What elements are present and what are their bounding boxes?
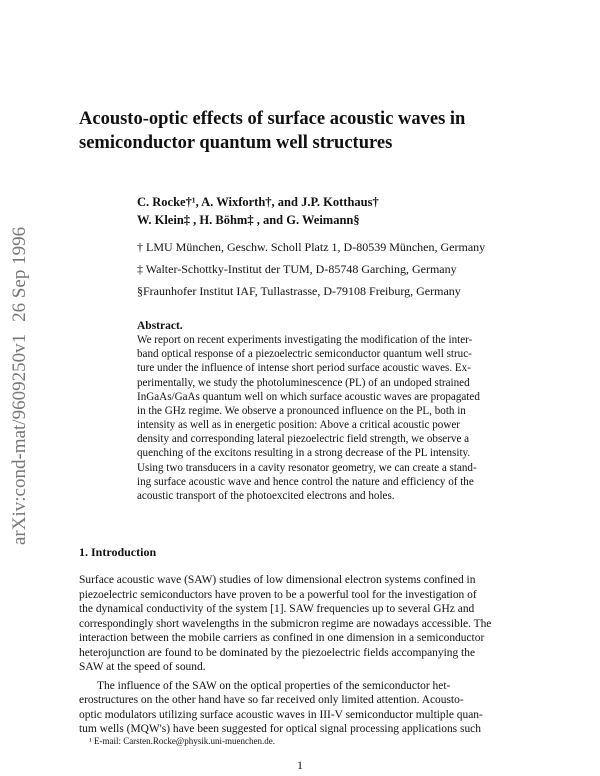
arxiv-date: 26 Sep 1996 xyxy=(9,226,30,322)
paragraph-line: tum wells (MQW's) have been suggested for optical signal processing applications such xyxy=(79,723,481,735)
abstract-line: InGaAs/GaAs quantum well on which surface acoustic waves are propagated xyxy=(137,390,480,403)
section-heading: 1. Introduction xyxy=(79,545,157,559)
paragraph-2 xyxy=(79,679,524,737)
abstract xyxy=(137,319,519,503)
affiliations xyxy=(137,236,537,302)
paragraph-line: SAW at the speed of sound. xyxy=(79,661,206,673)
paragraph-line: the dynamical conductivity of the system [1]. SAW frequencies up to several GHz and xyxy=(79,603,475,615)
abstract-line: ture under the influence of intense short period surface acoustic waves. Ex- xyxy=(137,362,471,375)
affiliation-3: §Fraunhofer Institut IAF, Tullastrasse, D-79108 Freiburg, Germany xyxy=(137,284,461,298)
section-body xyxy=(79,573,524,737)
abstract-line: quenching of the excitons resulting in a strong decrease of the PL intensity. xyxy=(137,447,471,460)
title-line-2: semiconductor quantum well structures xyxy=(79,133,393,153)
paragraph-line: The influence of the SAW on the optical properties of the semiconductor het- xyxy=(97,679,451,692)
paper-title xyxy=(79,107,539,155)
arxiv-id: arXiv:cond-mat/9609250v1 xyxy=(9,333,30,545)
page-number: 1 xyxy=(297,758,303,772)
abstract-line: intensity as well as in energetic position: Above a critical acoustic power xyxy=(137,419,460,432)
abstract-line: ing surface acoustic wave and hence control the nature and efficiency of the xyxy=(137,475,474,488)
authors-line-2: W. Klein‡ , H. Böhm‡ , and G. Weimann§ xyxy=(137,213,360,227)
abstract-line: perimentally, we study the photoluminescence (PL) of an undoped strained xyxy=(137,376,470,389)
abstract-line: band optical response of a piezoelectric semiconductor quantum well struc- xyxy=(137,348,472,361)
paragraph-line: erostructures on the other hand have so far received only limited attention. Acousto- xyxy=(79,694,464,706)
abstract-line: density and corresponding lateral piezoelectric field strength, we observe a xyxy=(137,433,470,446)
abstract-heading: Abstract. xyxy=(137,320,183,332)
arxiv-stamp-text xyxy=(9,227,30,545)
paragraph-line: optic modulators utilizing surface acoustic waves in III-V semiconductor multiple quan- xyxy=(79,708,483,721)
paragraph-1 xyxy=(79,573,524,675)
abstract-line: acoustic transport of the photoexcited electrons and holes. xyxy=(137,489,395,502)
abstract-line: Using two transducers in a cavity resonator geometry, we can create a stand- xyxy=(137,461,477,474)
title-line-1: Acousto-optic effects of surface acoustic waves in xyxy=(79,109,466,129)
affiliation-1: † LMU München, Geschw. Scholl Platz 1, D-80539 München, Germany xyxy=(137,240,486,254)
author-list xyxy=(137,193,517,229)
footnote: ¹ E-mail: Carsten.Rocke@physik.uni-muenchen.de. xyxy=(89,736,275,746)
paragraph-line: correspondingly short wavelengths in the submicron regime are nowadays accessible. The xyxy=(79,617,492,630)
arxiv-stamp xyxy=(4,190,32,550)
authors-line-1: C. Rocke†¹, A. Wixforth†, and J.P. Kotthaus† xyxy=(137,195,379,209)
affiliation-2: ‡ Walter-Schottky-Institut der TUM, D-85748 Garching, Germany xyxy=(137,262,457,276)
abstract-line: in the GHz regime. We observe a pronounced influence on the PL, both in xyxy=(137,404,466,417)
paragraph-line: piezoelectric semiconductors have proven to be a powerful tool for the investigation of xyxy=(79,588,477,601)
paragraph-line: heterojunction are found to be dominated by the piezoelectric fields accompanying the xyxy=(79,646,476,659)
paragraph-line: interaction between the mobile carriers as confined in one dimension in a semiconductor xyxy=(79,632,485,644)
paragraph-line: Surface acoustic wave (SAW) studies of low dimensional electron systems confined in xyxy=(79,574,476,586)
abstract-line: We report on recent experiments investigating the modification of the inter- xyxy=(137,334,473,347)
